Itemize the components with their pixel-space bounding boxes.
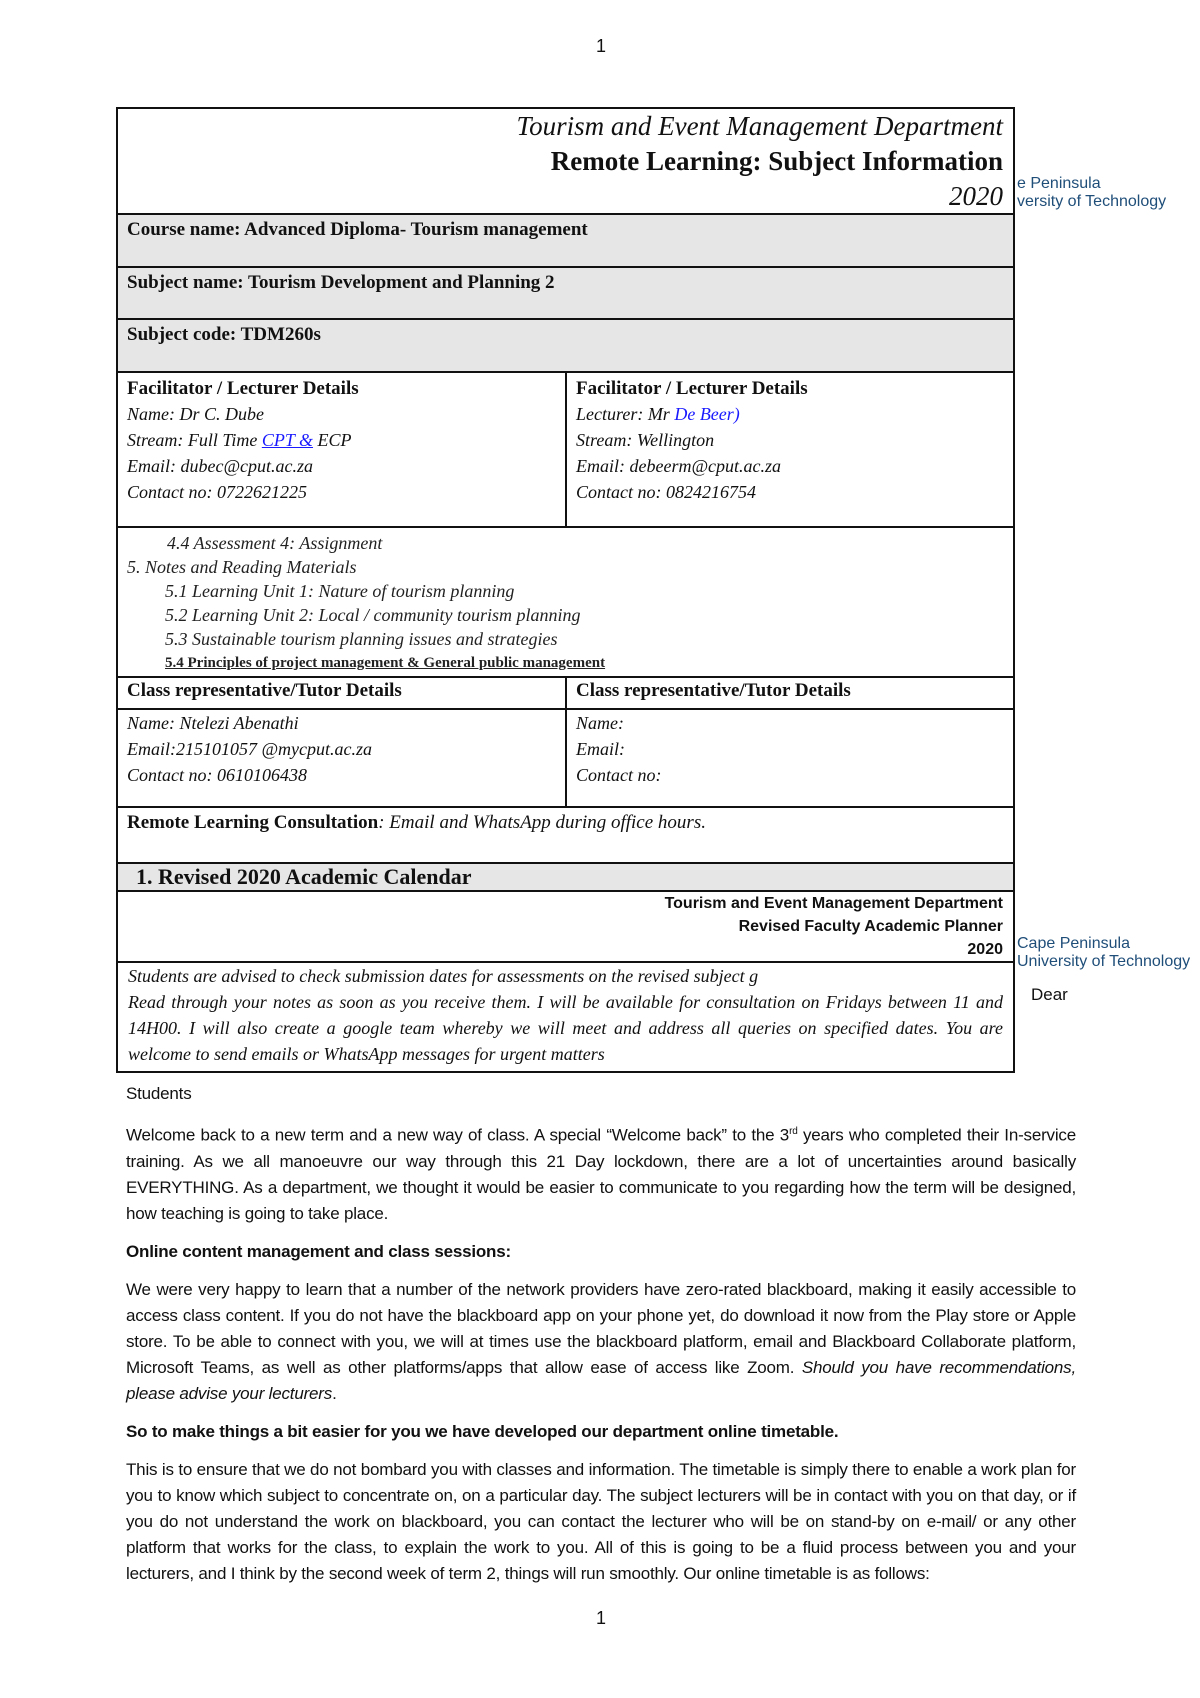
page-number-top: 1: [596, 36, 607, 56]
letter-body: [126, 1081, 1076, 1631]
classrep-heading-left: Class representative/Tutor Details: [116, 676, 567, 710]
calendar-heading: 1. Revised 2020 Academic Calendar: [136, 864, 472, 889]
outline-item: 5.4 Principles of project management & General public management: [165, 655, 606, 671]
paragraph: Welcome back to a new term and a new way of class. A special “Welcome back” to the 3rd years who completed their In-service training. As we all manoeuvre our way through this 21 Day lockdown, there are a lot of uncertainties around basically EVERYTHING. As a department, we thought it would be easier to communicate to you regarding how the term will be designed, how teaching is going to take place.: [126, 1125, 1076, 1223]
header-cell: [116, 107, 1015, 215]
outline-item: 4.4 Assessment 4: Assignment: [167, 533, 383, 553]
facilitator-right: [565, 371, 1015, 528]
page-number-bottom: 1: [595, 1607, 606, 1628]
outline-item: 5.2 Learning Unit 2: Local / community tourism planning: [165, 605, 581, 625]
outline-block: [116, 526, 1015, 678]
classrep-heading-right: Class representative/Tutor Details: [565, 676, 1015, 710]
classrep-contact: Contact no: 0610106438: [127, 765, 307, 785]
classrep-email: Email:215101057 @mycput.ac.za: [127, 739, 373, 759]
facilitator-heading: Facilitator / Lecturer Details: [576, 378, 808, 399]
outline-item: 5.1 Learning Unit 1: Nature of tourism planning: [165, 581, 515, 601]
paragraph: We were very happy to learn that a number of the network providers have zero-rated blackboard, making it easily accessible to access class content. If you do not have the blackboard app on your phone yet, do download it now from the Play store or Apple store. To be able to connect with you, we will at times use the blackboard platform, email and Blackboard Collaborate platform, Microsoft Teams, as well as other platforms/apps that allow ease of access like Zoom. Should you have recommendations, please advise your lecturers.: [126, 1279, 1076, 1403]
classrep-left: [116, 708, 567, 808]
dear-text: Dear: [1031, 985, 1068, 1004]
facilitator-heading: Facilitator / Lecturer Details: [127, 378, 359, 399]
planner-year: 2020: [967, 941, 1003, 958]
facilitator-left: [116, 371, 567, 528]
lecturer-stream: Stream: Wellington: [576, 430, 715, 450]
planner-header: [116, 890, 1015, 963]
outline-item: 5. Notes and Reading Materials: [127, 557, 357, 577]
classrep-contact: Contact no:: [576, 765, 662, 785]
planner-title: Revised Faculty Academic Planner: [738, 918, 1003, 935]
classrep-name: Name: Ntelezi Abenathi: [127, 713, 299, 733]
consultation-value: : Email and WhatsApp during office hours.: [378, 812, 706, 833]
lecturer-stream: Stream: Full Time CPT & ECP: [127, 430, 352, 450]
lecturer-link[interactable]: De Beer): [674, 404, 740, 424]
department-title: Tourism and Event Management Department: [516, 111, 1003, 141]
consultation-row: [116, 806, 1015, 864]
course-name: Course name: Advanced Diploma- Tourism management: [116, 213, 1015, 268]
salutation: Students: [126, 1084, 192, 1103]
outline-item: 5.3 Sustainable tourism planning issues and strategies: [165, 629, 558, 649]
notes-line: Students are advised to check submission dates for assessments on the revised subject g: [128, 966, 759, 986]
lecturer-contact: Contact no: 0824216754: [576, 482, 756, 502]
subject-name: Subject name: Tourism Development and Planning 2: [116, 266, 1015, 320]
section-heading: Online content management and class sessions:: [126, 1241, 511, 1261]
lecturer-name: Lecturer: Mr De Beer): [576, 404, 740, 424]
page-title: Remote Learning: Subject Information: [550, 146, 1003, 176]
classrep-name: Name:: [576, 713, 624, 733]
classrep-right: [565, 708, 1015, 808]
notes-text: Read through your notes as soon as you receive them. I will be available for consultation on Fridays between 11 and 14H00. I will also create a google team whereby we will meet and address all queries on specified dates. You are welcome to send emails or WhatsApp messages for urgent matters: [128, 992, 1003, 1064]
notes-box: [116, 961, 1015, 1073]
classrep-email: Email:: [576, 739, 625, 759]
stream-link[interactable]: CPT &: [261, 430, 314, 450]
section-heading: So to make things a bit easier for you we have developed our department online timetable.: [126, 1421, 839, 1441]
calendar-band: [116, 862, 1015, 892]
lecturer-contact: Contact no: 0722621225: [127, 482, 307, 502]
consultation-label: Remote Learning Consultation: [127, 812, 379, 833]
planner-department: Tourism and Event Management Department: [664, 895, 1003, 912]
cput-logo: e Peninsula versity of Technology: [1017, 175, 1167, 210]
subject-code: Subject code: TDM260s: [116, 318, 1015, 373]
lecturer-email: Email: debeerm@cput.ac.za: [576, 456, 782, 476]
lecturer-email: Email: dubec@cput.ac.za: [127, 456, 314, 476]
lecturer-name: Name: Dr C. Dube: [127, 404, 264, 424]
cput-logo: Cape Peninsula University of Technology: [1017, 935, 1191, 970]
paragraph: This is to ensure that we do not bombard you with classes and information. The timetable is simply there to enable a work plan for you to know which subject to concentrate on, on a particular day. The subject lecturers will be in contact with you on that day, or if you do not understand the work on blackboard, you can contact the lecturer who will be on stand-by on e-mail/ or any other platform that works for the class, to explain the work to you. All of this is going to be a fluid process between you and your lecturers, and I think by the second week of term 2, things will run smoothly. Our online timetable is as follows:: [126, 1459, 1076, 1583]
header-year: 2020: [949, 181, 1003, 211]
